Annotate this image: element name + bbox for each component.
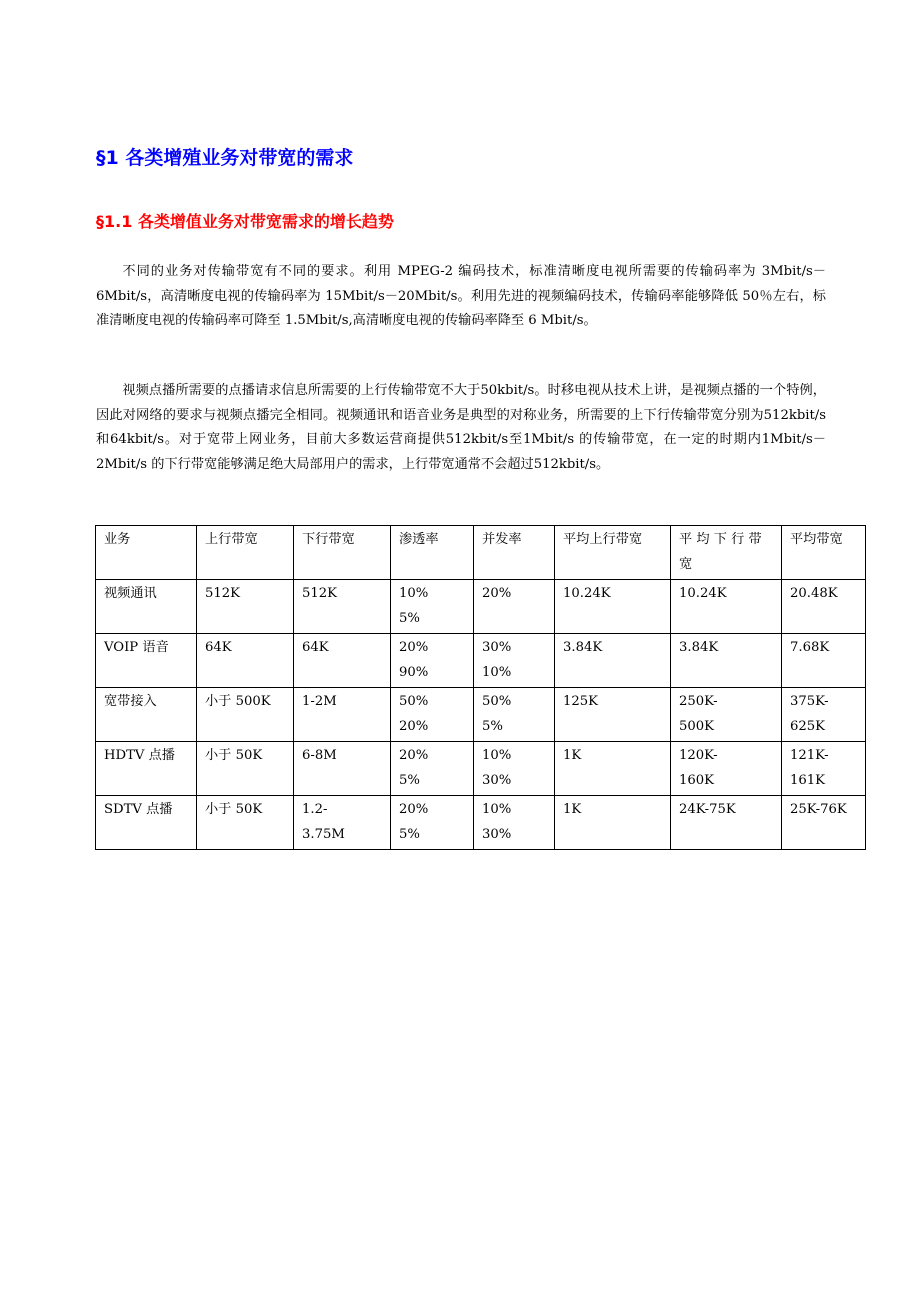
cell-line: 3.84K [679, 640, 719, 655]
cell-line: 50% [399, 694, 429, 709]
cell-line: 10% [482, 802, 512, 817]
cell-line: 375K- [790, 694, 829, 709]
cell-downstream [294, 634, 391, 688]
cell-service [96, 742, 197, 796]
bandwidth-table [95, 525, 866, 850]
header-avg-bandwidth: 平均带宽 [782, 526, 866, 580]
cell-line: 1-2M [302, 694, 337, 709]
cell-line: 10.24K [563, 586, 611, 601]
cell-avg-upstream [555, 742, 671, 796]
cell-line: HDTV 点播 [104, 748, 175, 763]
cell-line: 小于 500K [205, 694, 271, 709]
header-avg-upstream: 平均上行带宽 [555, 526, 671, 580]
table-row [96, 580, 866, 634]
cell-line: 5% [399, 826, 420, 842]
cell-upstream [197, 796, 294, 850]
header-downstream-bandwidth: 下行带宽 [294, 526, 391, 580]
cell-line: 512K [205, 586, 241, 601]
cell-line: 512K [302, 586, 338, 601]
header-penetration-rate: 渗透率 [391, 526, 474, 580]
table-header-row [96, 526, 866, 580]
cell-line: 30% [482, 826, 512, 842]
cell-line: 视频通讯 [104, 586, 157, 601]
cell-avg-bandwidth [782, 796, 866, 850]
cell-line: 160K [679, 772, 715, 788]
cell-line: 5% [399, 610, 420, 626]
cell-service [96, 688, 197, 742]
cell-line: 20% [399, 640, 429, 655]
cell-avg-upstream [555, 634, 671, 688]
cell-penetration [391, 580, 474, 634]
cell-line: 小于 50K [205, 748, 263, 763]
cell-line: 1.2- [302, 802, 328, 817]
section-heading: §1 各类增殖业务对带宽的需求 [96, 147, 354, 169]
cell-line: 1K [563, 748, 582, 763]
cell-avg-downstream [671, 634, 782, 688]
cell-line: 20% [399, 748, 429, 763]
table-row [96, 634, 866, 688]
cell-avg-upstream [555, 688, 671, 742]
cell-line: 小于 50K [205, 802, 263, 817]
cell-line: 64K [205, 640, 232, 655]
cell-line: 250K- [679, 694, 718, 709]
cell-upstream [197, 688, 294, 742]
cell-line: 25K-76K [790, 802, 847, 817]
cell-line: 10.24K [679, 586, 727, 601]
cell-service [96, 796, 197, 850]
cell-line: 120K- [679, 748, 718, 763]
cell-line: 10% [482, 664, 512, 680]
paragraph-encoding-rates: 不同的业务对传输带宽有不同的要求。利用 MPEG-2 编码技术，标准清晰度电视所需要的传输码率为 3Mbit/s－6Mbit/s，高清晰度电视的传输码率为 15Mbit/s－20Mbit/s。利用先进的视频编码技术，传输码率能够降低 50％左右，标准清晰度电视的传输码率可降至 1.5Mbit/s,高清晰度电视的传输码率降至 6 Mbit/s。 [96, 264, 826, 329]
cell-line: 3.84K [563, 640, 603, 655]
cell-concurrency [474, 688, 555, 742]
cell-line: 10% [399, 586, 429, 601]
cell-downstream [294, 796, 391, 850]
cell-line: 30% [482, 772, 512, 788]
cell-line: 30% [482, 640, 512, 655]
subsection-heading: §1.1 各类增值业务对带宽需求的增长趋势 [96, 212, 394, 231]
cell-upstream [197, 742, 294, 796]
header-service: 业务 [96, 526, 197, 580]
cell-line: 500K [679, 718, 715, 734]
cell-downstream [294, 688, 391, 742]
cell-service [96, 634, 197, 688]
cell-line: 20% [399, 802, 429, 817]
cell-line: 64K [302, 640, 329, 655]
cell-avg-downstream [671, 688, 782, 742]
cell-avg-downstream [671, 580, 782, 634]
cell-concurrency [474, 796, 555, 850]
cell-line: 5% [482, 718, 503, 734]
cell-avg-upstream [555, 580, 671, 634]
table-row [96, 688, 866, 742]
cell-penetration [391, 688, 474, 742]
table-row [96, 796, 866, 850]
cell-penetration [391, 634, 474, 688]
cell-line: VOIP 语音 [104, 640, 169, 655]
cell-concurrency [474, 580, 555, 634]
cell-line: 3.75M [302, 826, 345, 842]
cell-concurrency [474, 634, 555, 688]
cell-avg-downstream [671, 742, 782, 796]
cell-downstream [294, 580, 391, 634]
header-concurrency-rate: 并发率 [474, 526, 555, 580]
paragraph-vod-bandwidth: 视频点播所需要的点播请求信息所需要的上行传输带宽不大于50kbit/s。时移电视从技术上讲，是视频点播的一个特例，因此对网络的要求与视频点播完全相同。视频通讯和语音业务是典型的对称业务，所需要的上下行传输带宽分别为512kbit/s 和64kbit/s。对于宽带上网业务，目前大多数运营商提供512kbit/s至1Mbit/s 的传输带宽，在一定的时期内1Mbit/s－2Mbit/s 的下行带宽能够满足绝大局部用户的需求，上行带宽通常不会超过512kbit/s。 [96, 383, 826, 472]
cell-avg-bandwidth [782, 742, 866, 796]
cell-penetration [391, 796, 474, 850]
cell-line: SDTV 点播 [104, 802, 173, 817]
cell-service [96, 580, 197, 634]
cell-upstream [197, 634, 294, 688]
cell-avg-upstream [555, 796, 671, 850]
cell-avg-bandwidth [782, 688, 866, 742]
cell-line: 161K [790, 772, 826, 788]
cell-line: 20% [399, 718, 429, 734]
cell-line: 10% [482, 748, 512, 763]
cell-concurrency [474, 742, 555, 796]
header-upstream-bandwidth: 上行带宽 [197, 526, 294, 580]
cell-line: 7.68K [790, 640, 830, 655]
cell-line: 6-8M [302, 748, 337, 763]
cell-line: 24K-75K [679, 802, 736, 817]
cell-line: 20.48K [790, 586, 838, 601]
cell-line: 1K [563, 802, 582, 817]
cell-line: 90% [399, 664, 429, 680]
cell-avg-downstream [671, 796, 782, 850]
cell-line: 5% [399, 772, 420, 788]
cell-avg-bandwidth [782, 634, 866, 688]
cell-line: 宽带接入 [104, 694, 157, 709]
cell-line: 125K [563, 694, 599, 709]
table-row [96, 742, 866, 796]
cell-line: 50% [482, 694, 512, 709]
cell-downstream [294, 742, 391, 796]
cell-penetration [391, 742, 474, 796]
cell-line: 121K- [790, 748, 829, 763]
cell-line: 20% [482, 586, 512, 601]
cell-upstream [197, 580, 294, 634]
header-avg-downstream: 平 均 下 行 带 宽 [671, 526, 782, 580]
cell-line: 625K [790, 718, 826, 734]
cell-avg-bandwidth [782, 580, 866, 634]
